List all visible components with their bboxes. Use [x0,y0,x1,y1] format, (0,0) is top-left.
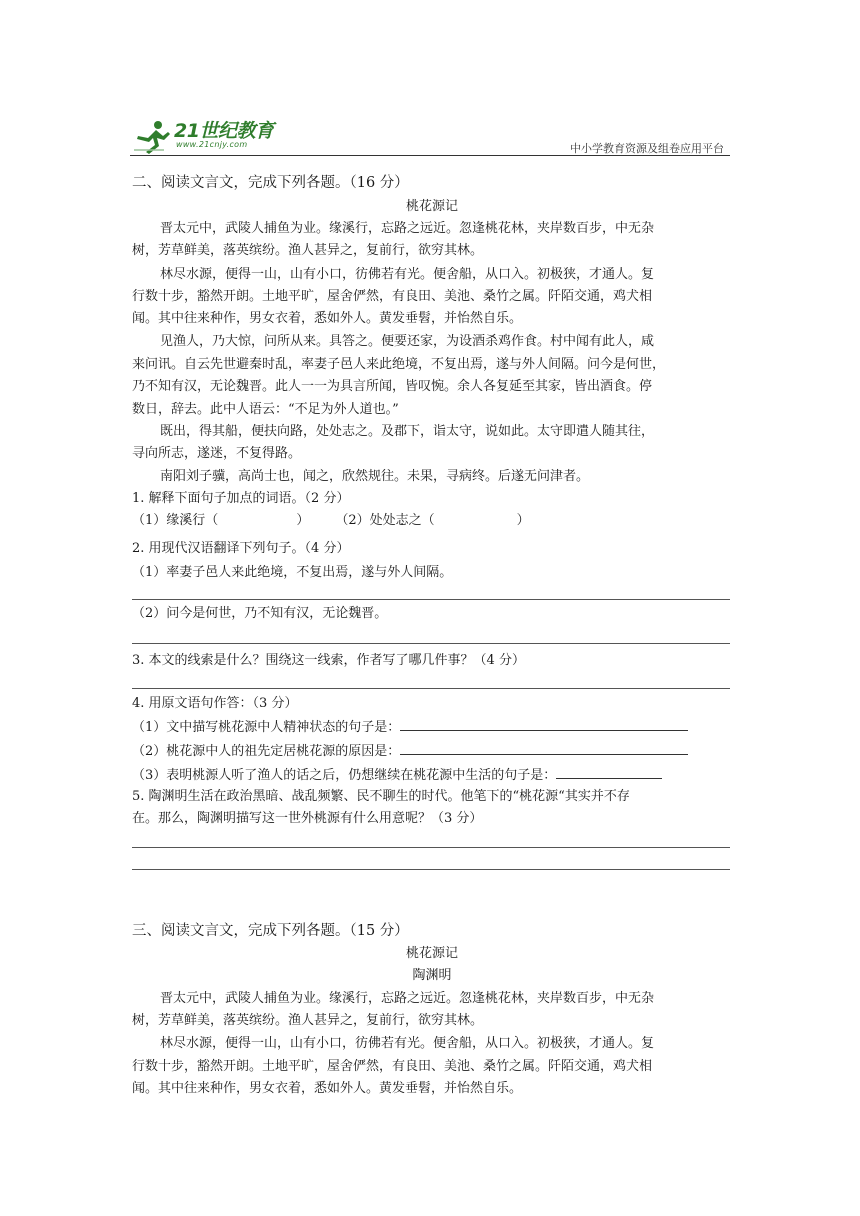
question-4-2 [132,740,732,763]
section3-author: 陶渊明 [412,968,452,983]
s2-p3-line1: 见渔人，乃大惊，问所从来。具答之。便要还家，为设酒杀鸡作食。村中闻有此人，咸 [160,334,655,349]
question-4-1 [132,716,732,739]
header-divider [130,155,730,156]
s2-p2-line2: 行数十步，豁然开朗。土地平旷，屋舍俨然，有良田、美池、桑竹之属。阡陌交通，鸡犬相 [132,289,653,304]
section2-title: 二、阅读文言文，完成下列各题。（16 分） [132,175,409,191]
s2-p2-line3: 闻。其中往来种作，男女衣着，悉如外人。黄发垂髫，并怡然自乐。 [132,311,523,326]
s2-p4-line2: 寻向所志，遂迷，不复得路。 [132,446,302,461]
s2-p3-line3: 乃不知有汉，无论魏晋。此人一一为具言所闻，皆叹惋。余人各复延至其家，皆出酒食。停 [132,379,653,394]
answer-line[interactable] [132,688,730,689]
answer-line[interactable] [132,869,730,870]
platform-name: 中小学教育资源及组卷应用平台 [570,142,724,155]
logo-text: 21世纪教育 [174,120,274,142]
logo-url: www.21cnjy.com [176,140,248,149]
q1-b-dotted-word: 志 · [396,510,409,532]
q4-2-answer-blank[interactable] [400,740,688,755]
section3-title: 三、阅读文言文，完成下列各题。（15 分） [132,923,409,939]
section2-passage-title: 桃花源记 [405,199,458,214]
s2-p1-line1: 晋太元中，武陵人捕鱼为业。缘溪行，忘路之远近。忽逢桃花林，夹岸数百步，中无杂 [160,221,655,236]
question-3: 3. 本文的线索是什么？围绕这一线索，作者写了哪几件事？（4 分） [132,653,525,668]
q1-b-prefix: （2）处处 [335,513,396,528]
q1-a-prefix: （1）缘溪 [132,513,193,528]
q4-1-text: （1）文中描写桃花源中人精神状态的句子是： [132,720,401,735]
q1-a-open: （ [205,513,219,528]
answer-line[interactable] [132,643,730,644]
s2-p2-line1: 林尽水源，便得一山，山有小口，彷佛若有光。便舍船，从口入。初极狭，才通人。复 [160,267,655,282]
s2-p3-line2: 来问讯。自云先世避秦时乱，率妻子邑人来此绝境，不复出焉，遂与外人间隔。问今是何世， [132,357,666,372]
page-header [130,118,730,158]
runner-logo-icon [134,120,174,154]
q4-1-answer-blank[interactable] [400,716,688,731]
question-1: 1. 解释下面句子加点的词语。（2 分） [132,491,350,506]
q4-2-text: （2）桃花源中人的祖先定居桃花源的原因是： [132,744,401,759]
s3-p2-line1: 林尽水源，便得一山，山有小口，彷佛若有光。便舍船，从口入。初极狭，才通人。复 [160,1036,655,1051]
s2-p4-line1: 既出，得其船，便扶向路，处处志之。及郡下，诣太守，说如此。太守即遣人随其往， [160,424,655,439]
question-2: 2. 用现代汉语翻译下列句子。（4 分） [132,541,350,556]
question-4-3 [132,764,732,787]
question-4: 4. 用原文语句作答：（3 分） [132,696,298,711]
q4-3-answer-blank[interactable] [556,764,662,779]
question-5-line2: 在。那么，陶渊明描写这一世外桃源有什么用意呢？（3 分） [132,811,483,826]
s2-p5-line1: 南阳刘子骥，高尚士也，闻之，欣然规往。未果，寻病终。后遂无问津者。 [160,469,590,484]
q1-a-close: ） [296,513,310,528]
q4-3-text: （3）表明桃源人听了渔人的话之后，仍想继续在桃花源中生活的句子是： [132,768,557,783]
s3-p2-line3: 闻。其中往来种作，男女衣着，悉如外人。黄发垂髫，并怡然自乐。 [132,1081,523,1096]
question-5-line1: 5. 陶渊明生活在政治黑暗、战乱频繁、民不聊生的时代。他笔下的“桃花源“其实并不存 [132,789,630,804]
s3-p2-line2: 行数十步，豁然开朗。土地平旷，屋舍俨然，有良田、美池、桑竹之属。阡陌交通，鸡犬相 [132,1059,653,1074]
question-2-2: （2）问今是何世，乃不知有汉，无论魏晋。 [132,606,388,621]
q1-b-suffix: 之（ [408,513,435,528]
s2-p1-line2: 树，芳草鲜美，落英缤纷。渔人甚异之，复前行，欲穷其林。 [132,243,484,258]
q1-a-dotted-word: 行 · [192,510,205,532]
logo [130,118,280,156]
answer-line[interactable] [132,847,730,848]
section3-passage-title: 桃花源记 [405,946,458,961]
s3-p1-line2: 树，芳草鲜美，落英缤纷。渔人甚异之，复前行，欲穷其林。 [132,1013,484,1028]
s3-p1-line1: 晋太元中，武陵人捕鱼为业。缘溪行，忘路之远近。忽逢桃花林，夹岸数百步，中无杂 [160,991,655,1006]
q1-b-close: ） [516,513,530,528]
s2-p3-line4: 数日，辞去。此中人语云：“不足为外人道也。” [132,402,399,417]
question-1-items [132,510,732,532]
answer-line[interactable] [132,599,730,600]
question-2-1: （1）率妻子邑人来此绝境，不复出焉，遂与外人间隔。 [132,565,453,580]
